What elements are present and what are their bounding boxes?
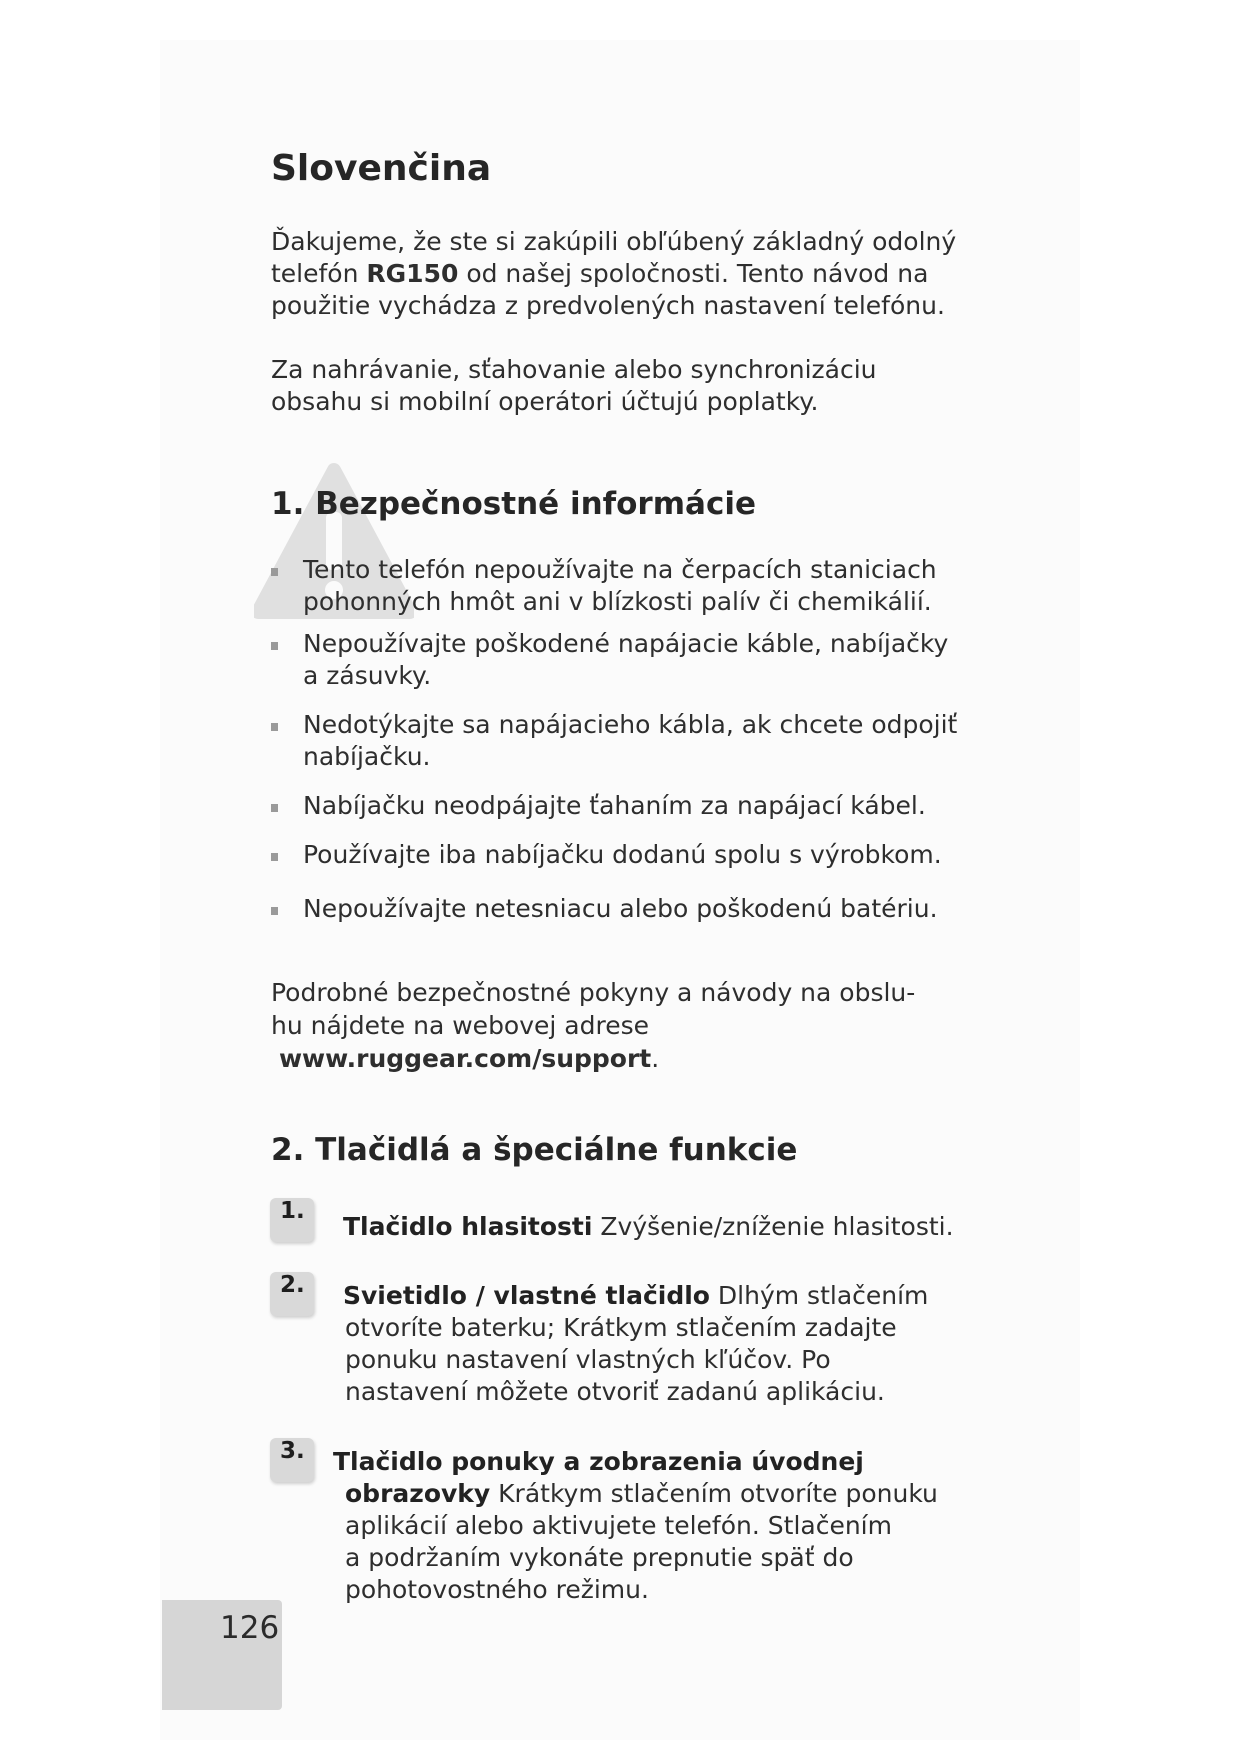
badge-number: 2. (280, 1272, 305, 1298)
item-desc-first: Dlhým stlačením (709, 1281, 929, 1310)
bullet-square-icon (271, 853, 278, 861)
item-name-line-1: Tlačidlo ponuky a zobrazenia úvodnej (333, 1447, 864, 1476)
page-number: 126 (220, 1610, 280, 1646)
bullet-square-icon (271, 642, 278, 650)
bullet-text: Tento telefón nepoužívajte na čerpacích staniciach pohonných hmôt ani v blízkosti palív či chemikálií. (303, 555, 937, 616)
bullet-square-icon (271, 568, 278, 576)
support-paragraph (271, 976, 991, 1075)
bullet-text: Nepoužívajte netesniacu alebo poškodenú batériu. (303, 894, 938, 923)
bullet-text: Používajte iba nabíjačku dodanú spolu s výrobkom. (303, 840, 942, 869)
item-desc-rest: aplikácií alebo aktivujete telefón. Stlačením a podržaním vykonáte prepnutie späť do pohotovostného režimu. (345, 1511, 892, 1604)
item-name: Svietidlo / vlastné tlačidlo (343, 1281, 710, 1310)
safety-bullet (271, 709, 961, 773)
intro-line-2-post: od našej spoločnosti. Tento návod na (458, 259, 929, 288)
button-item-menu-home (333, 1446, 963, 1606)
safety-bullet (271, 790, 961, 822)
number-badge (270, 1198, 314, 1242)
intro-line-2-pre: telefón (271, 259, 367, 288)
intro-line-3: použitie vychádza z predvolených nastavení telefónu. (271, 291, 945, 320)
button-item-volume (343, 1211, 983, 1243)
charges-line-2: obsahu si mobilní operátori účtujú poplatky. (271, 387, 819, 416)
safety-bullet (271, 893, 961, 925)
support-url-link[interactable]: www.ruggear.com/support (278, 1044, 652, 1073)
number-badge (270, 1438, 314, 1482)
charges-paragraph (271, 354, 991, 418)
support-line-2: hu nájdete na webovej adrese (271, 1011, 650, 1040)
bullet-text: Nepoužívajte poškodené napájacie káble, nabíjačky a zásuvky. (303, 629, 949, 690)
bullet-text: Nedotýkajte sa napájacieho kábla, ak chcete odpojiť nabíjačku. (303, 710, 958, 771)
charges-line-1: Za nahrávanie, sťahovanie alebo synchronizáciu (271, 355, 877, 384)
bullet-text: Nabíjačku neodpájajte ťahaním za napájací kábel. (303, 791, 926, 820)
safety-bullet (271, 554, 961, 618)
number-badge (270, 1272, 314, 1316)
section-2-heading: 2. Tlačidlá a špeciálne funkcie (271, 1132, 798, 1168)
model-name: RG150 (366, 259, 459, 288)
section-1-heading: 1. Bezpečnostné informácie (271, 486, 756, 522)
bullet-square-icon (271, 804, 278, 812)
item-desc-rest: otvoríte baterku; Krátkym stlačením zadajte ponuku nastavení vlastných kľúčov. Po nastavení môžete otvoriť zadanú aplikáciu. (345, 1313, 897, 1406)
safety-bullet (271, 839, 961, 871)
safety-bullet (271, 628, 961, 692)
intro-line-1: Ďakujeme, že ste si zakúpili obľúbený základný odolný (271, 227, 957, 256)
support-line-1: Podrobné bezpečnostné pokyny a návody na obslu- (271, 978, 916, 1007)
badge-number: 3. (280, 1438, 305, 1464)
button-item-flashlight (343, 1280, 963, 1408)
page-title: Slovenčina (271, 148, 492, 189)
item-desc-first: Krátkym stlačením otvoríte ponuku (490, 1479, 938, 1508)
item-desc: Zvýšenie/zníženie hlasitosti. (592, 1212, 954, 1241)
intro-paragraph (271, 226, 991, 322)
item-name: Tlačidlo hlasitosti (343, 1212, 593, 1241)
bullet-square-icon (271, 907, 278, 915)
support-period: . (651, 1044, 660, 1073)
item-name-line-2: obrazovky (345, 1479, 491, 1508)
bullet-square-icon (271, 723, 278, 731)
badge-number: 1. (280, 1198, 305, 1224)
